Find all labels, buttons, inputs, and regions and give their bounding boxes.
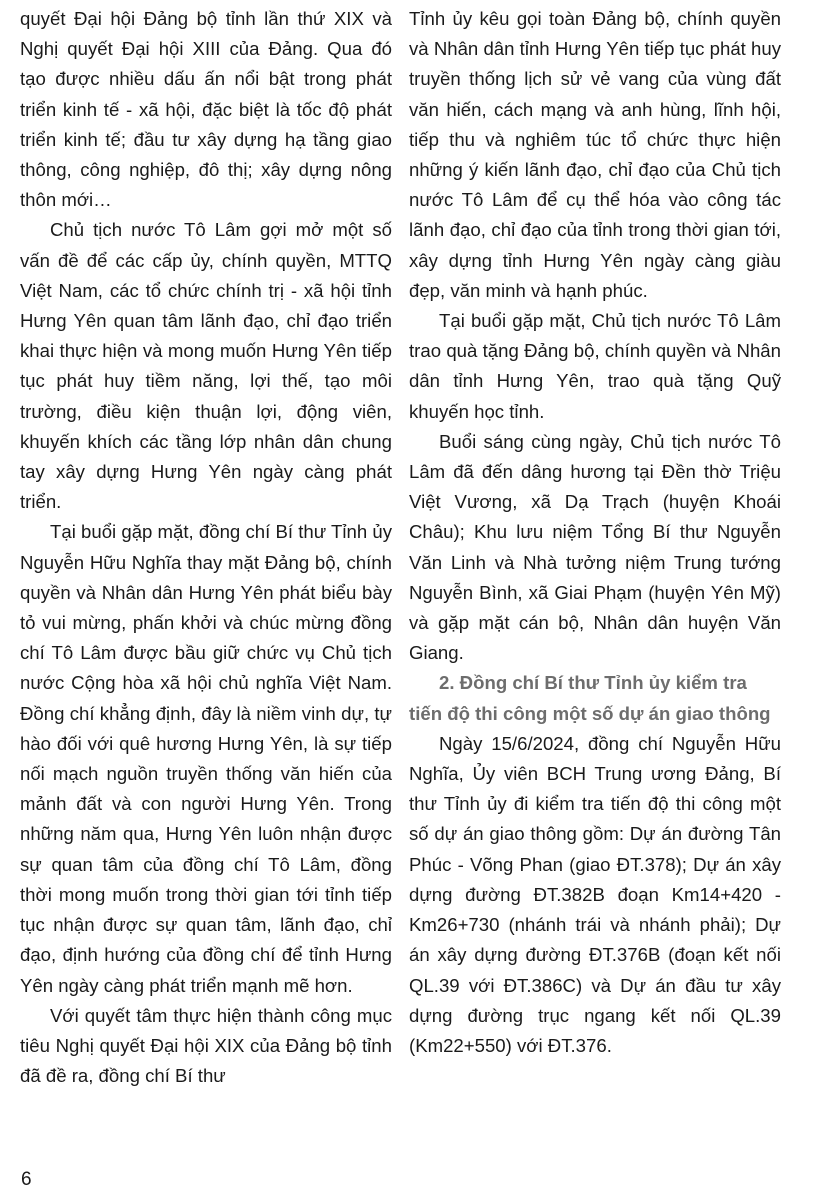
left-paragraph-4: Với quyết tâm thực hiện thành công mục tiêu Nghị quyết Đại hội XIX của Đảng bộ tỉnh đã đề ra, đồng chí Bí thư [20, 1004, 392, 1087]
left-paragraph-1: quyết Đại hội Đảng bộ tỉnh lần thứ XIX và Nghị quyết Đại hội XIII của Đảng. Qua đó tạo được nhiều dấu ấn nổi bật trong phát triển kinh tế - xã hội, đặc biệt là tốc độ phát triển kinh tế; đầu tư xây dựng hạ tầng giao thông, công nghiệp, đô thị; xây dựng nông thôn mới… [20, 8, 392, 211]
left-paragraph-2: Chủ tịch nước Tô Lâm gợi mở một số vấn đề để các cấp ủy, chính quyền, MTTQ Việt Nam, các tổ chức chính trị - xã hội tỉnh Hưng Yên quan tâm lãnh đạo, chỉ đạo triển khai thực hiện và mong muốn Hưng Yên tiếp tục phát huy tiềm năng, lợi thế, tạo môi trường, điều kiện thuận lợi, động viên, khuyến khích các tầng lớp nhân dân chung tay xây dựng Hưng Yên ngày càng phát triển. [20, 219, 392, 513]
right-column [409, 4, 781, 1061]
page-number: 6 [21, 1169, 32, 1190]
section-heading: 2. Đồng chí Bí thư Tỉnh ủy kiểm tra tiến độ thi công một số dự án giao thông [409, 672, 771, 724]
left-paragraph-3: Tại buổi gặp mặt, đồng chí Bí thư Tỉnh ủy Nguyễn Hữu Nghĩa thay mặt Đảng bộ, chính quyền và Nhân dân Hưng Yên phát biểu bày tỏ vui mừng, phấn khởi và chúc mừng đồng chí Tô Lâm được bầu giữ chức vụ Chủ tịch nước Cộng hòa xã hội chủ nghĩa Việt Nam. Đồng chí khẳng định, đây là niềm vinh dự, tự hào đối với quê hương Hưng Yên, là sự tiếp nối mạch nguồn truyền thống văn hiến của mảnh đất và con người Hưng Yên. Trong những năm qua, Hưng Yên luôn nhận được sự quan tâm của đồng chí Tô Lâm, đồng thời mong muốn trong thời gian tới tỉnh tiếp tục nhận được sự quan tâm, lãnh đạo, chỉ đạo, định hướng của đồng chí để tỉnh Hưng Yên ngày càng phát triển mạnh mẽ hơn. [20, 521, 392, 996]
right-paragraph-4: Ngày 15/6/2024, đồng chí Nguyễn Hữu Nghĩa, Ủy viên BCH Trung ương Đảng, Bí thư Tỉnh ủy đi kiểm tra tiến độ thi công một số dự án giao thông gồm: Dự án đường Tân Phúc - Võng Phan (giao ĐT.378); Dự án xây dựng đường ĐT.382B đoạn Km14+420 - Km26+730 (nhánh trái và nhánh phải); Dự án xây dựng đường ĐT.376B (đoạn kết nối QL.39 với ĐT.386C) và Dự án đầu tư xây dựng đường trục ngang kết nối QL.39 (Km22+550) với ĐT.376. [409, 732, 781, 1056]
right-paragraph-2: Tại buổi gặp mặt, Chủ tịch nước Tô Lâm trao quà tặng Đảng bộ, chính quyền và Nhân dân tỉnh Hưng Yên, trao quà tặng Quỹ khuyến học tỉnh. [409, 310, 781, 422]
right-paragraph-1: Tỉnh ủy kêu gọi toàn Đảng bộ, chính quyền và Nhân dân tỉnh Hưng Yên tiếp tục phát huy truyền thống lịch sử vẻ vang của vùng đất văn hiến, cách mạng và anh hùng, lĩnh hội, tiếp thu và nghiêm túc tổ chức thực hiện những ý kiến lãnh đạo, chỉ đạo của Chủ tịch nước Tô Lâm để cụ thể hóa vào công tác lãnh đạo, chỉ đạo của tỉnh trong thời gian tới, xây dựng tỉnh Hưng Yên ngày càng giàu đẹp, văn minh và hạnh phúc. [409, 8, 781, 301]
left-column [20, 4, 392, 1091]
right-paragraph-3: Buổi sáng cùng ngày, Chủ tịch nước Tô Lâm đã đến dâng hương tại Đền thờ Triệu Việt Vương, xã Dạ Trạch (huyện Khoái Châu); Khu lưu niệm Tổng Bí thư Nguyễn Văn Linh và Nhà tưởng niệm Trung tướng Nguyễn Bình, xã Giai Phạm (huyện Yên Mỹ) và gặp mặt cán bộ, Nhân dân huyện Văn Giang. [409, 430, 781, 664]
